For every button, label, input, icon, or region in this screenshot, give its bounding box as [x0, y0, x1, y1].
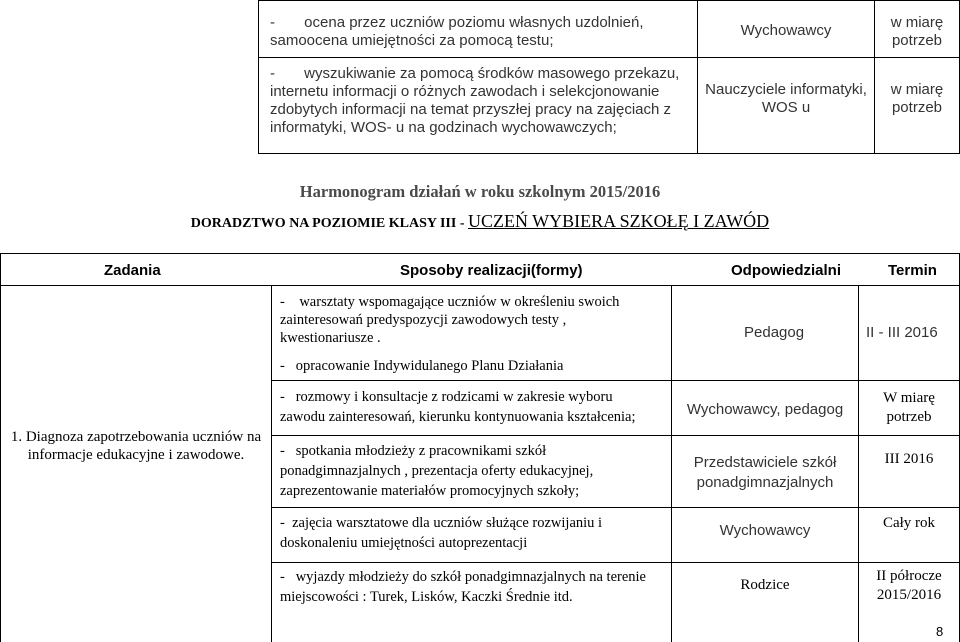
text-line: Przedstawiciele szkół — [693, 454, 837, 471]
text-line: doskonaleniu umiejętności autoprezentacji — [280, 535, 528, 551]
text-line: zainteresowań predyspozycji zawodowych testy , — [280, 312, 567, 328]
text-line: potrzeb — [886, 409, 932, 425]
text-line: - wyszukiwanie za pomocą środków masowego przekazu, — [270, 65, 680, 82]
page-number: 8 — [936, 624, 944, 639]
text-line: ponadgimnazjalnych , prezentacja oferty edukacyjnej, — [280, 463, 594, 479]
text-line: zdobytych informacji na temat przyszłej pracy na zajęciach z — [270, 101, 672, 118]
top-row1-task — [270, 14, 695, 50]
text-line: W miarę — [883, 390, 935, 406]
text-line: potrzeb — [891, 99, 943, 116]
text-line: potrzeb — [891, 32, 943, 49]
text-line: internetu informacji o różnych zawodach i selekcjonowanie — [270, 83, 660, 100]
text-line: - opracowanie Indywidulanego Planu Działania — [280, 358, 564, 374]
text-line: informacje edukacyjne i zawodowe. — [27, 447, 245, 463]
text-line: - ocena przez uczniów poziomu własnych uzdolnień, — [270, 14, 644, 31]
entry2-term — [858, 389, 960, 427]
entry3-responsible — [671, 453, 859, 493]
entry3-term-cell — [858, 435, 960, 508]
subtitle-prefix: DORADZTWO NA POZIOMIE KLASY III - — [190, 216, 468, 231]
text-line: w miarę — [890, 81, 944, 98]
text-line: 2015/2016 — [876, 587, 942, 603]
entry4-term: Cały rok — [882, 515, 936, 531]
header-methods: Sposoby realizacji(formy) — [400, 262, 583, 279]
top-row1-responsible — [697, 22, 875, 40]
entry3-method — [280, 441, 672, 501]
text-line: - warsztaty wspomagające uczniów w określeniu swoich — [280, 294, 620, 310]
text-line: kwestionariusze . — [280, 330, 381, 346]
schedule-subtitle — [0, 211, 960, 232]
entry2-method — [280, 387, 672, 427]
text-line: - spotkania młodzieży z pracownikami szkół — [280, 443, 547, 459]
entry2-responsible: Wychowawcy, pedagog — [686, 401, 844, 418]
text-line: Nauczyciele informatyki, — [705, 81, 867, 98]
text-line: w miarę — [890, 14, 944, 31]
header-term: Termin — [888, 262, 937, 279]
text-line: samoocena umiejętności za pomocą testu; — [270, 32, 554, 49]
text-line: - zajęcia warsztatowe dla uczniów służące rozwijaniu i — [280, 515, 603, 531]
text-line: - rozmowy i konsultacje z rodzicami w zakresie wyboru — [280, 389, 613, 405]
entry5-responsible: Rodzice — [740, 577, 790, 593]
schedule-title: Harmonogram działań w roku szkolnym 2015/2016 — [299, 182, 661, 201]
text-line: WOS u — [761, 99, 811, 116]
text-line: ponadgimnazjalnych — [696, 474, 834, 491]
entry3-term: III 2016 — [884, 451, 934, 467]
subtitle-main: UCZEŃ WYBIERA SZKOŁĘ I ZAWÓD — [467, 211, 770, 231]
entry1-term: II - III 2016 — [866, 324, 938, 341]
entry5-method — [280, 567, 672, 607]
header-tasks: Zadania — [104, 262, 161, 279]
text-line: II półrocze — [876, 568, 942, 584]
text-line: zaprezentowanie materiałów promocyjnych szkoły; — [280, 483, 580, 499]
text-line: informatyki, WOS- u na godzinach wychowawczych; — [270, 119, 617, 136]
text-line: - wyjazdy młodzieży do szkół ponadgimnazjalnych na terenie — [280, 569, 646, 585]
top-row2-term — [874, 81, 960, 117]
entry4-responsible: Wychowawcy — [719, 522, 811, 539]
top-row2-task — [270, 65, 695, 137]
text-line: zawodu zainteresowań, kierunku kontynuowania kształcenia; — [280, 409, 636, 425]
entry1-responsible: Pedagog — [744, 324, 805, 341]
entry5-term — [858, 567, 960, 605]
task-label — [0, 428, 272, 464]
entry1-method — [280, 293, 670, 375]
top-row2-responsible — [697, 81, 875, 117]
top-row1-term — [874, 14, 960, 50]
header-responsible: Odpowiedzialni — [731, 262, 842, 279]
text: Wychowawcy — [740, 22, 832, 39]
entry5-responsible-cell — [671, 562, 859, 642]
entry4-method — [280, 513, 672, 553]
text-line: 1. Diagnoza zapotrzebowania uczniów na — [10, 429, 262, 445]
text-line: miejscowości : Turek, Lisków, Kaczki Średnie itd. — [280, 589, 573, 605]
